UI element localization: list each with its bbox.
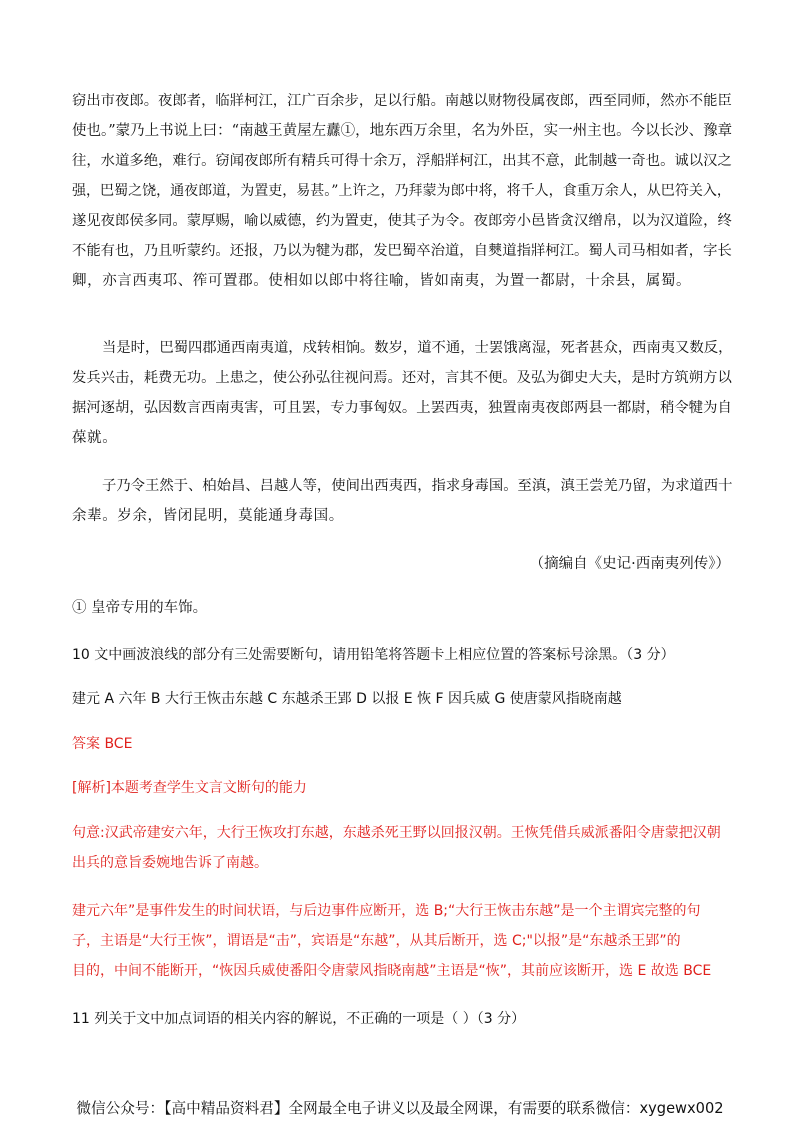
sentence-meaning [72,818,732,878]
meaning-line: 出兵的意旨委婉地告诉了南越。 [72,855,268,871]
footnote: ① 皇帝专用的车饰。 [72,600,208,616]
passage-line: 发兵兴击，耗费无功。上患之，使公孙弘往视问焉。还对，言其不便。及弘为御史大夫，是时方筑朔方以 [72,370,732,386]
passage-line: 余辈。岁余，皆闭昆明，莫能通身毒国。 [72,508,344,524]
passage-paragraph-3 [72,471,732,531]
passage-line: 葆就。 [72,430,118,446]
passage-line: 子乃令王然于、柏始昌、吕越人等，使间出西夷西，指求身毒国。至滇，滇王尝羌乃留，为求道西十 [102,478,733,494]
question-10: 10 文中画波浪线的部分有三处需要断句，请用铅笔将答题卡上相应位置的答案标号涂黑。（3 分） [72,647,675,663]
passage-line: 不能有也，乃且听蒙约。还报，乃以为犍为郡，发巴蜀卒治道，自僰道指牂柯江。蜀人司马相如者，字长 [72,243,732,259]
page-footer: 微信公众号：【高中精品资料君】全网最全电子讲义以及最全网课，有需要的联系微信：xygewx002 [76,1100,724,1117]
passage-line: 使也。”蒙乃上书说上曰：“南越王黄屋左纛①，地东西万余里，名为外臣，实一州主也。今以长沙、豫章 [72,123,733,139]
meaning-line: 句意:汉武帝建安六年，大行王恢攻打东越，东越杀死王野以回报汉朝。王恢凭借兵威派番阳令唐蒙把汉朝 [72,825,721,841]
answer-label: 答案 BCE [72,736,133,752]
passage-paragraph-1 [72,86,732,296]
passage-line: 往，水道多绝，难行。窃闻夜郎所有精兵可得十余万，浮船牂柯江，出其不意，此制越一奇也。诚以汉之 [72,153,732,169]
passage-line: 遂见夜郎侯多同。蒙厚赐，喻以威德，约为置吏，使其子为令。夜郎旁小邑皆贪汉缯帛，以为汉道险，终 [72,213,732,229]
passage-line: 卿，亦言西夷邛、筰可置郡。使相如以郎中将往喻，皆如南夷，为置一都尉，十余县，属蜀。 [72,273,692,289]
passage-paragraph-2 [72,333,732,453]
explanation-line: 目的，中间不能断开，“恢因兵威使番阳令唐蒙风指晓南越”主语是“恢”，其前应该断开，选 E 故选 BCE [72,963,712,979]
passage-line: 据河逐胡，弘因数言西南夷害，可且罢，专力事匈奴。上罢西夷，独置南夷夜郎两县一都尉，稍令犍为自 [72,400,732,416]
question-10-options: 建元 A 六年 B 大行王恢击东越 C 东越杀王郢 D 以报 E 恢 F 因兵威 G 使唐蒙风指晓南越 [72,691,622,707]
passage-line: 强，巴蜀之饶，通夜郎道，为置吏，易甚。”上许之，乃拜蒙为郎中将，将千人，食重万余人，从巴符关入， [72,183,731,199]
answer-explanation [72,896,732,986]
question-11: 11 列关于文中加点词语的相关内容的解说，不正确的一项是（ ）（3 分） [72,1011,526,1027]
passage-line: 当是时，巴蜀四郡通西南夷道，戍转相饷。数岁，道不通，士罢饿离湿，死者甚众，西南夷又数反， [102,340,733,356]
passage-line: 窃出市夜郎。夜郎者，临牂柯江，江广百余步，足以行船。南越以财物役属夜郎，西至同师，然亦不能臣 [72,93,732,109]
passage-source: （摘编自《史记·西南夷列传》） [529,556,730,572]
analysis-label: [解析]本题考查学生文言文断句的能力 [72,780,307,796]
explanation-line: 建元六年”是事件发生的时间状语，与后边事件应断开，选 B;“大行王恢击东越”是一个主谓宾完整的句 [72,903,701,919]
explanation-line: 子，主语是“大行王恢”，谓语是“击”，宾语是“东越”，从其后断开，选 C;"以报”是“东越杀王郢”的 [72,933,681,949]
